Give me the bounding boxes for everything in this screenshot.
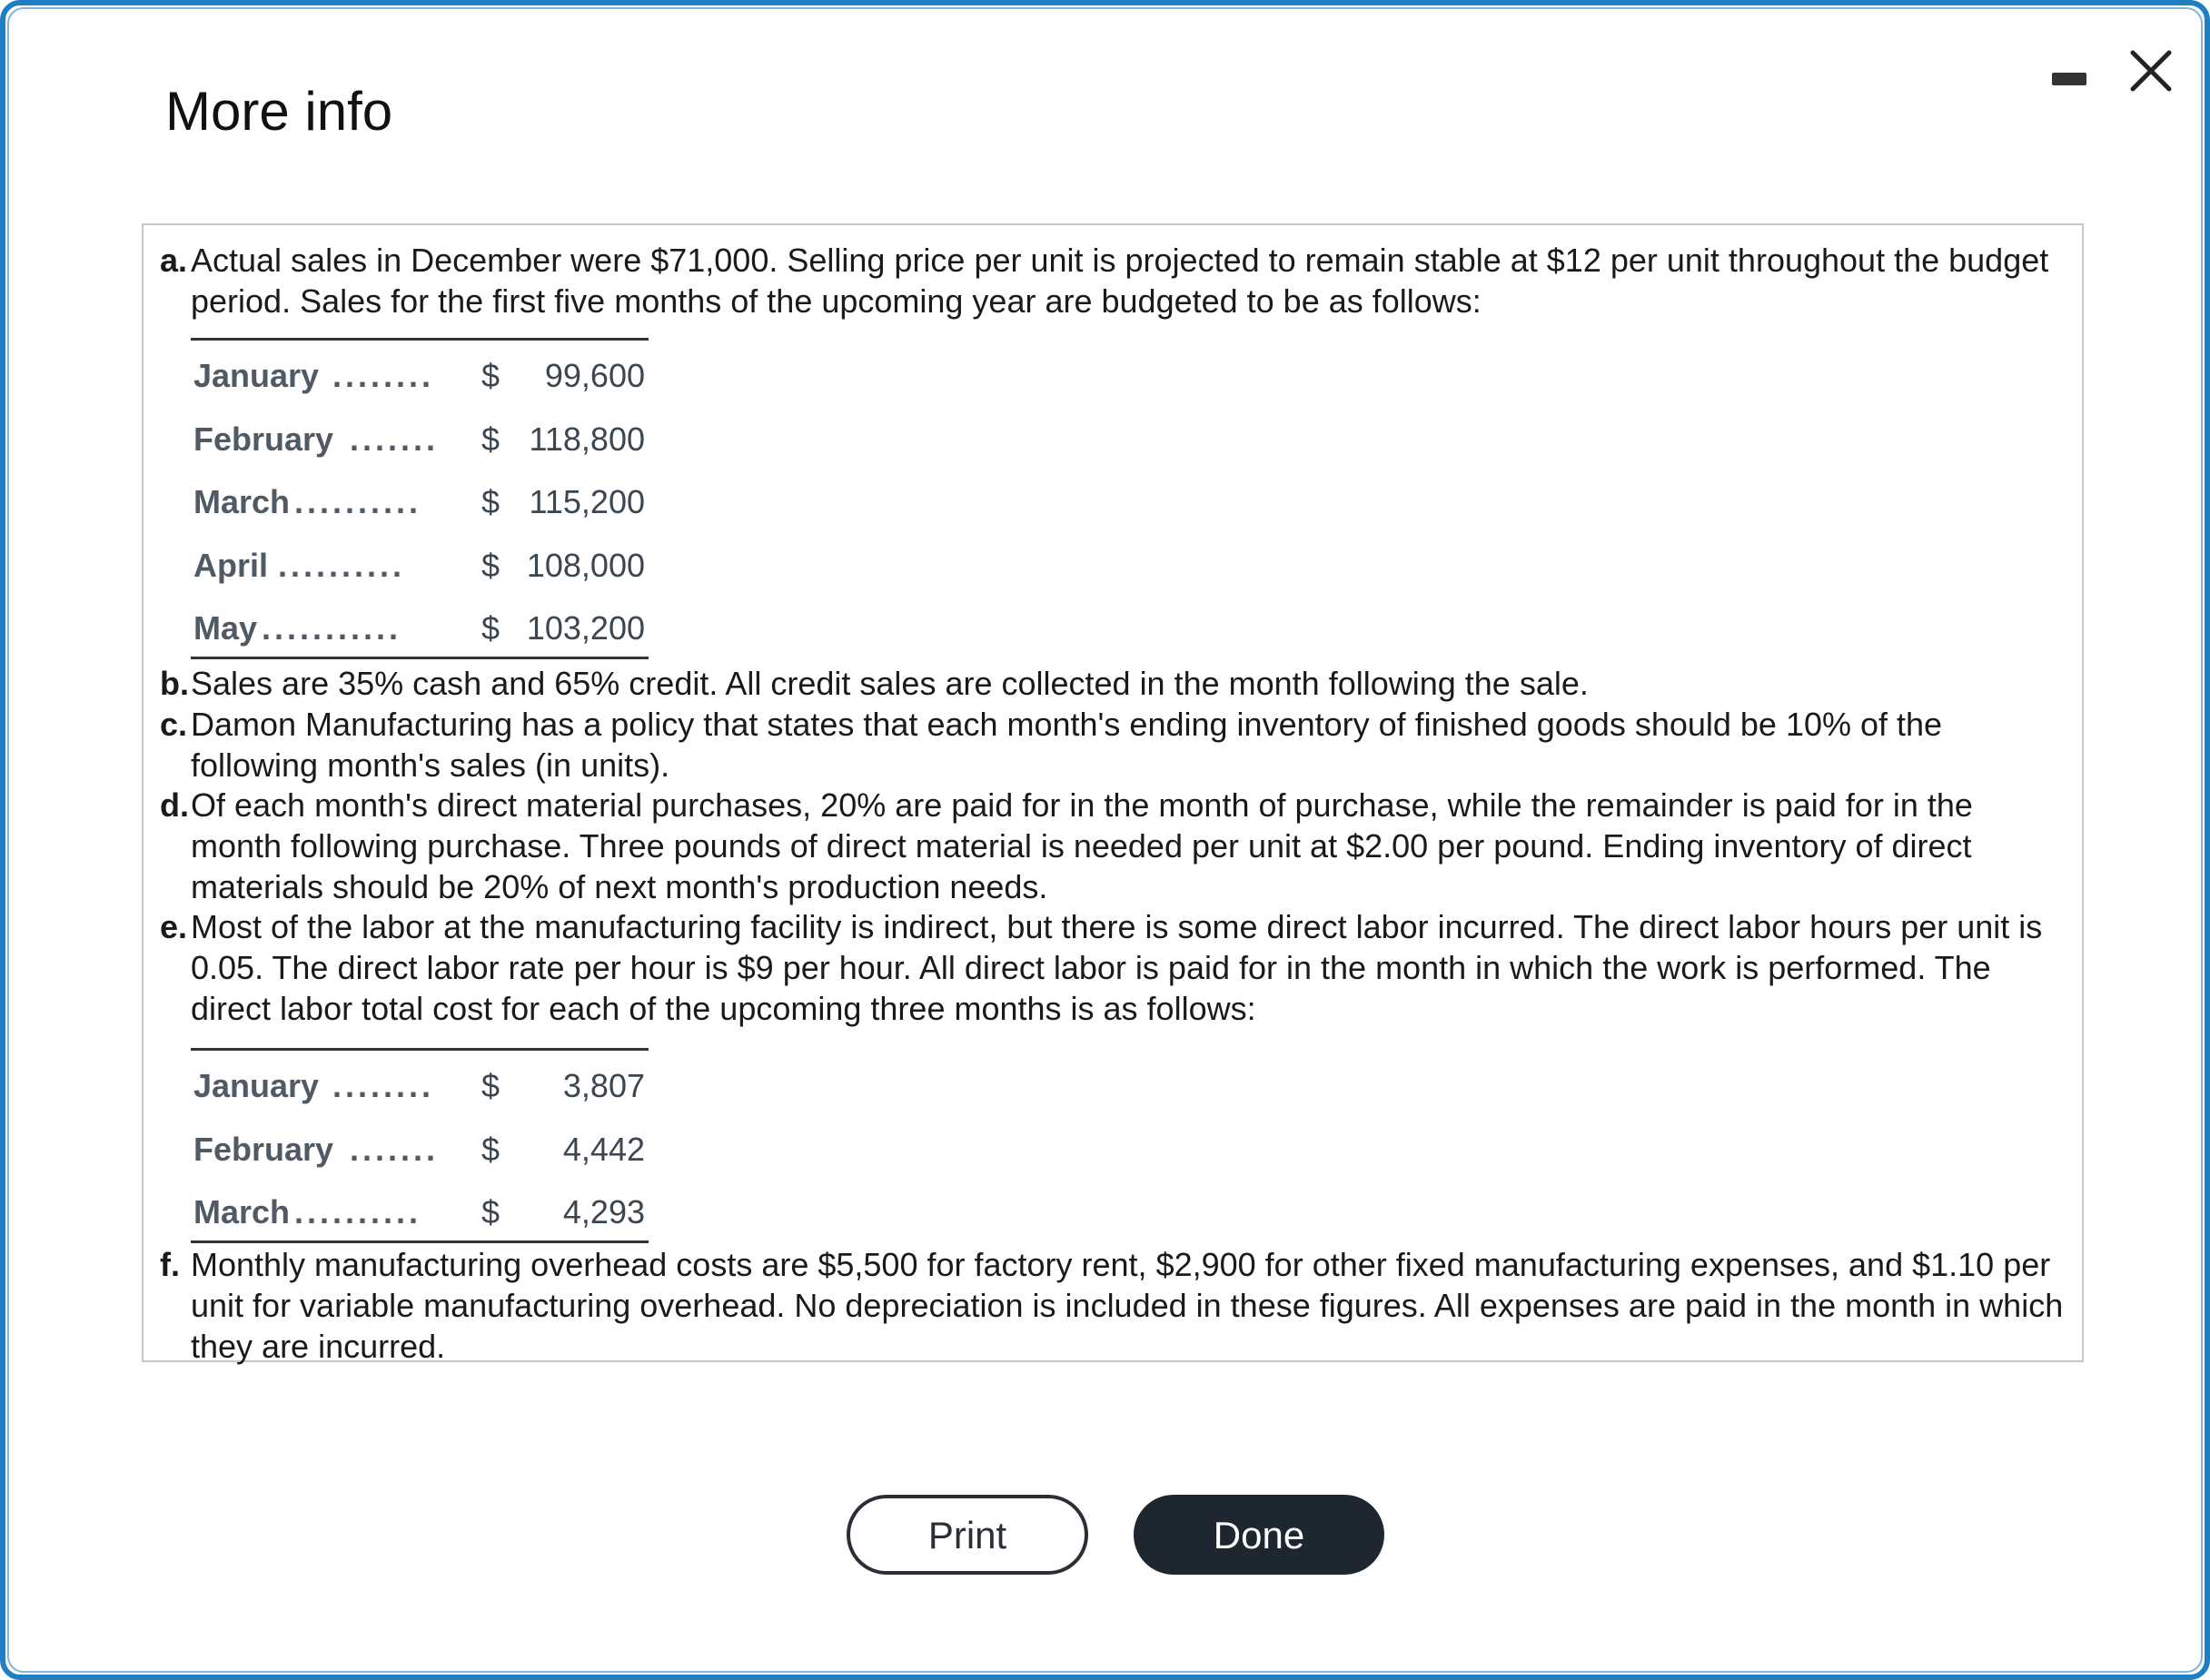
print-button[interactable]: Print [847, 1495, 1088, 1575]
schedule-currency: $ [481, 357, 500, 394]
schedule-row [191, 1051, 649, 1114]
item-text: Sales are 35% cash and 65% credit. All credit sales are collected in the month following the sale. [191, 665, 1589, 702]
item-text: Damon Manufacturing has a policy that states that each month's ending inventory of finished goods should be 10% of the following month's sales (in units). [191, 706, 1943, 784]
schedule-row [191, 1177, 649, 1240]
item-text: Monthly manufacturing overhead costs are $5,500 for factory rent, $2,900 for other fixed manufacturing expenses, and $1.10 per unit for variable manufacturing overhead. No depreciation is included in these figures. All expenses are paid in the month in which they are incurred. [191, 1246, 2064, 1365]
schedule-amount: 4,442 [562, 1130, 645, 1168]
item-a [160, 240, 2067, 321]
schedule-amount: 4,293 [562, 1193, 645, 1230]
schedule-month: April [193, 546, 269, 584]
schedule-currency: $ [481, 1193, 500, 1230]
info-content-panel [142, 223, 2084, 1365]
item-letter: b. [160, 665, 189, 702]
sales-schedule [191, 338, 649, 659]
schedule-month: January [193, 1067, 320, 1104]
schedule-amount: 115,200 [529, 483, 645, 520]
item-letter: d. [160, 786, 189, 824]
done-button[interactable]: Done [1134, 1495, 1384, 1575]
item-f [160, 1244, 2067, 1367]
schedule-month: May [193, 609, 258, 647]
item-d [160, 785, 2067, 907]
item-b [160, 663, 2067, 704]
leader-dots: ....... [350, 1130, 440, 1168]
item-c [160, 704, 2067, 786]
schedule-row [191, 341, 649, 404]
schedule-currency: $ [481, 420, 500, 458]
schedule-amount: 108,000 [526, 546, 645, 584]
item-letter: a. [160, 242, 188, 279]
minimize-icon[interactable] [2052, 73, 2086, 85]
schedule-month: February [193, 420, 334, 458]
leader-dots: .......... [278, 546, 406, 584]
schedule-currency: $ [481, 546, 500, 584]
item-letter: e. [160, 908, 188, 945]
schedule-month: March [193, 483, 291, 520]
schedule-amount: 99,600 [544, 357, 645, 394]
leader-dots: ........... [262, 609, 402, 647]
schedule-month: February [193, 1130, 334, 1168]
item-text: Most of the labor at the manufacturing facility is indirect, but there is some direct labor incurred. The direct labor hours per unit is 0.05. The direct labor rate per hour is $9 per hour. All direct labor is paid for in the month in which the work is performed. The direct labor total cost for each of the upcoming three months is as follows: [191, 908, 2043, 1027]
item-letter: f. [160, 1246, 180, 1283]
leader-dots: ........ [332, 1067, 435, 1104]
dialog-title: More info [165, 81, 393, 142]
schedule-month: March [193, 1193, 291, 1230]
schedule-currency: $ [481, 483, 500, 520]
schedule-row [191, 1114, 649, 1178]
labor-schedule [191, 1048, 649, 1243]
leader-dots: ........ [332, 357, 435, 394]
schedule-row [191, 467, 649, 530]
item-e [160, 906, 2067, 1029]
schedule-amount: 103,200 [526, 609, 645, 647]
schedule-month: January [193, 357, 320, 394]
schedule-currency: $ [481, 1130, 500, 1168]
schedule-currency: $ [481, 1067, 500, 1104]
leader-dots: .......... [294, 483, 422, 520]
schedule-currency: $ [481, 609, 500, 647]
item-text: Actual sales in December were $71,000. Selling price per unit is projected to remain stable at $12 per unit throughout the budget period. Sales for the first five months of the upcoming year are budgeted to be as follows: [191, 242, 2049, 320]
leader-dots: .......... [294, 1193, 422, 1230]
schedule-amount: 118,800 [529, 420, 645, 458]
schedule-amount: 3,807 [562, 1067, 645, 1104]
schedule-row [191, 404, 649, 468]
leader-dots: ....... [350, 420, 440, 458]
close-icon-glyph [2127, 47, 2175, 94]
close-icon[interactable] [2127, 47, 2175, 94]
schedule-row [191, 530, 649, 594]
item-text: Of each month's direct material purchases, 20% are paid for in the month of purchase, while the remainder is paid for in the month following purchase. Three pounds of direct material is needed per unit at $2.00 per pound. Ending inventory of direct materials should be 20% of next month's production needs. [191, 786, 1973, 905]
schedule-row [191, 593, 649, 657]
item-letter: c. [160, 706, 188, 743]
